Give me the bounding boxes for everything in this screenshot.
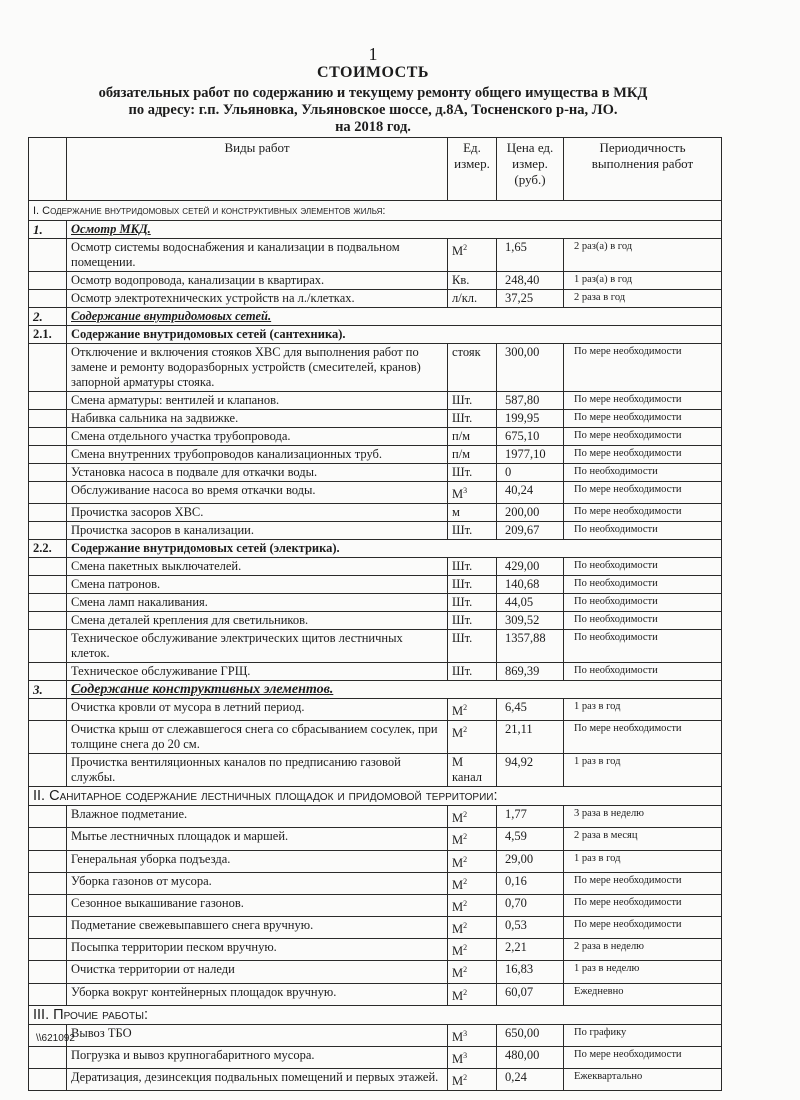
unit-label: Шт. [452, 577, 473, 592]
row-num-cell [29, 754, 67, 787]
unit-label: М [452, 1074, 464, 1089]
period-cell: По мере необходимости [564, 721, 722, 754]
unit-cell [448, 344, 497, 392]
unit-exponent: 2 [463, 876, 468, 886]
period-cell: 2 раз(а) в год [564, 239, 722, 272]
price-cell: 429,00 [497, 558, 564, 576]
work-description: Смена деталей крепления для светильников. [67, 612, 448, 630]
work-description: Техническое обслуживание электрических щитов лестничных клеток. [67, 630, 448, 663]
price-cell: 94,92 [497, 754, 564, 787]
unit-exponent: 2 [463, 243, 468, 252]
period-cell: По необходимости [564, 522, 722, 540]
period-cell: По мере необходимости [564, 410, 722, 428]
subsection-number: 3. [29, 681, 67, 699]
unit-label: М [452, 811, 464, 826]
unit-label: стояк [452, 345, 481, 359]
unit-label: п/м [452, 447, 471, 461]
period-cell: 1 раз в год [564, 754, 722, 787]
period-cell: 2 раза в месяц [564, 828, 722, 850]
work-description: Очистка крыш от слежавшегося снега со сбрасыванием сосулек, при толщине снега до 20 см. [67, 721, 448, 754]
row-num-cell [29, 806, 67, 828]
unit-label: Кв. [452, 273, 470, 287]
subsection-title: Содержание внутридомовых сетей (сантехника). [67, 326, 722, 344]
row-num-cell [29, 983, 67, 1005]
table-row [29, 850, 722, 872]
work-description: Отключение и включения стояков ХВС для выполнения работ по замене и ремонту водоразборных устройств (смесителей, кранов) запорной арматуры стояка. [67, 344, 448, 392]
table-row [29, 576, 722, 594]
work-description: Установка насоса в подвале для откачки воды. [67, 464, 448, 482]
table-row [29, 594, 722, 612]
unit-label: М [452, 900, 464, 915]
price-cell: 0,16 [497, 872, 564, 894]
row-num-cell [29, 699, 67, 721]
unit-label: М [452, 704, 464, 719]
table-row [29, 894, 722, 916]
unit-label: М [452, 833, 464, 848]
price-cell: 248,40 [497, 272, 564, 290]
unit-cell [448, 754, 497, 787]
row-num-cell [29, 446, 67, 464]
row-num-cell [29, 392, 67, 410]
row-num-cell [29, 894, 67, 916]
unit-cell [448, 482, 497, 504]
work-description: Уборка вокруг контейнерных площадок вручную. [67, 983, 448, 1005]
row-num-cell [29, 464, 67, 482]
period-cell: 2 раза в год [564, 290, 722, 308]
period-cell: По мере необходимости [564, 894, 722, 916]
unit-cell [448, 558, 497, 576]
table-row [29, 663, 722, 681]
work-description: Мытье лестничных площадок и маршей. [67, 828, 448, 850]
work-description: Осмотр водопровода, канализации в квартирах. [67, 272, 448, 290]
price-cell: 44,05 [497, 594, 564, 612]
unit-label: М [452, 966, 464, 981]
unit-label: Шт. [452, 595, 473, 610]
header-price: Цена ед. измер. (руб.) [497, 138, 564, 201]
price-cell: 1,77 [497, 806, 564, 828]
row-num-cell [29, 939, 67, 961]
table-row [29, 446, 722, 464]
price-cell: 300,00 [497, 344, 564, 392]
table-row [29, 983, 722, 1005]
unit-exponent: 2 [463, 703, 468, 713]
period-cell: По необходимости [564, 663, 722, 681]
subsection-title: Содержание внутридомовых сетей (электрика). [67, 540, 722, 558]
price-cell: 4,59 [497, 828, 564, 850]
table-row [29, 630, 722, 663]
period-cell: Ежеквартально [564, 1069, 722, 1091]
table-row [29, 699, 722, 721]
price-cell: 1,65 [497, 239, 564, 272]
unit-exponent: 2 [463, 921, 468, 931]
section-heading-row [29, 201, 722, 221]
document-subtitle-line-2: по адресу: г.п. Ульяновка, Ульяновское шоссе, д.8А, Тосненского р-на, ЛО. [128, 102, 618, 118]
work-description: Осмотр системы водоснабжения и канализации в подвальном помещении. [67, 239, 448, 272]
unit-cell [448, 1046, 497, 1068]
unit-label: Шт. [452, 664, 473, 679]
period-cell: По мере необходимости [564, 446, 722, 464]
unit-cell [448, 806, 497, 828]
work-description: Очистка кровли от мусора в летний период. [67, 699, 448, 721]
row-num-cell [29, 630, 67, 663]
cost-table [28, 137, 722, 1091]
subsection-row [29, 221, 722, 239]
price-cell: 60,07 [497, 983, 564, 1005]
table-row [29, 939, 722, 961]
period-cell: 2 раза в неделю [564, 939, 722, 961]
unit-exponent: 2 [463, 987, 468, 997]
table-row [29, 1069, 722, 1091]
unit-cell [448, 522, 497, 540]
table-row [29, 1046, 722, 1068]
work-description: Смена патронов. [67, 576, 448, 594]
period-cell: 1 раз в год [564, 850, 722, 872]
unit-label: М [452, 1029, 464, 1044]
period-cell: По необходимости [564, 464, 722, 482]
work-description: Подметание свежевыпавшего снега вручную. [67, 917, 448, 939]
subsection-row [29, 540, 722, 558]
table-row [29, 464, 722, 482]
subsection-number: 2. [29, 308, 67, 326]
period-cell: По необходимости [564, 612, 722, 630]
price-cell: 1357,88 [497, 630, 564, 663]
table-row [29, 872, 722, 894]
work-description: Смена ламп накаливания. [67, 594, 448, 612]
unit-label: Шт. [452, 631, 473, 646]
price-cell: 21,11 [497, 721, 564, 754]
table-row [29, 558, 722, 576]
unit-cell [448, 961, 497, 983]
price-cell: 16,83 [497, 961, 564, 983]
table-row [29, 482, 722, 504]
unit-cell [448, 983, 497, 1005]
period-cell: По мере необходимости [564, 482, 722, 504]
section-heading-row [29, 787, 722, 806]
price-cell: 29,00 [497, 850, 564, 872]
subsection-row [29, 308, 722, 326]
price-cell: 587,80 [497, 392, 564, 410]
table-row [29, 1024, 722, 1046]
table-body [29, 201, 722, 1091]
unit-cell [448, 699, 497, 721]
price-cell: 650,00 [497, 1024, 564, 1046]
price-cell: 309,52 [497, 612, 564, 630]
work-description: Смена отдельного участка трубопровода. [67, 428, 448, 446]
period-cell: По мере необходимости [564, 1046, 722, 1068]
unit-cell [448, 894, 497, 916]
unit-label: Шт. [452, 393, 473, 407]
price-cell: 6,45 [497, 699, 564, 721]
row-num-cell [29, 504, 67, 522]
row-num-cell [29, 961, 67, 983]
document-title: СТОИМОСТЬ [317, 64, 429, 81]
unit-cell [448, 1069, 497, 1091]
subsection-number: 2.1. [29, 326, 67, 344]
row-num-cell [29, 428, 67, 446]
work-description: Прочистка засоров ХВС. [67, 504, 448, 522]
row-num-cell [29, 482, 67, 504]
work-description: Сезонное выкашивание газонов. [67, 894, 448, 916]
price-cell: 140,68 [497, 576, 564, 594]
work-description: Вывоз ТБО [67, 1024, 448, 1046]
table-row [29, 344, 722, 392]
subsection-number: 2.2. [29, 540, 67, 558]
table-row [29, 272, 722, 290]
subsection-number: 1. [29, 221, 67, 239]
work-description: Прочистка засоров в канализации. [67, 522, 448, 540]
period-cell: По необходимости [564, 630, 722, 663]
price-cell: 1977,10 [497, 446, 564, 464]
section-heading: I. Содержание внутридомовых сетей и конструктивных элементов жилья: [29, 201, 722, 221]
row-num-cell [29, 410, 67, 428]
unit-label: М [452, 944, 464, 959]
price-cell: 0,24 [497, 1069, 564, 1091]
unit-cell [448, 428, 497, 446]
unit-cell [448, 272, 497, 290]
unit-cell [448, 504, 497, 522]
row-num-cell [29, 872, 67, 894]
price-cell: 480,00 [497, 1046, 564, 1068]
unit-label: Шт. [452, 613, 473, 628]
unit-exponent: 2 [463, 943, 468, 953]
price-cell: 200,00 [497, 504, 564, 522]
work-description: Генеральная уборка подъезда. [67, 850, 448, 872]
unit-cell [448, 464, 497, 482]
document-subtitle-line-1: обязательных работ по содержанию и текущему ремонту общего имущества в МКД [98, 85, 648, 101]
unit-cell [448, 446, 497, 464]
work-description: Влажное подметание. [67, 806, 448, 828]
period-cell: Ежедневно [564, 983, 722, 1005]
work-description: Смена арматуры: вентилей и клапанов. [67, 392, 448, 410]
unit-label: Шт. [452, 523, 473, 538]
price-cell: 675,10 [497, 428, 564, 446]
unit-cell [448, 612, 497, 630]
row-num-cell [29, 594, 67, 612]
unit-label: п/м [452, 429, 471, 443]
row-num-cell [29, 558, 67, 576]
unit-cell [448, 576, 497, 594]
section-heading: II. Санитарное содержание лестничных площадок и придомовой территории: [29, 787, 722, 806]
unit-exponent: 3 [463, 486, 468, 495]
unit-label: Шт. [452, 411, 473, 425]
work-description: Погрузка и вывоз крупногабаритного мусора. [67, 1046, 448, 1068]
unit-cell [448, 290, 497, 308]
unit-cell [448, 663, 497, 681]
price-cell: 199,95 [497, 410, 564, 428]
row-num-cell [29, 917, 67, 939]
table-row [29, 290, 722, 308]
unit-exponent: 3 [463, 1050, 468, 1060]
period-cell: По мере необходимости [564, 872, 722, 894]
unit-label: М [452, 487, 464, 502]
unit-label: М канал [452, 755, 483, 785]
table-header-row [29, 138, 722, 201]
unit-cell [448, 630, 497, 663]
section-heading-row [29, 1005, 722, 1024]
section-heading: III. Прочие работы: [29, 1005, 722, 1024]
unit-label: М [452, 855, 464, 870]
row-num-cell [29, 576, 67, 594]
unit-cell [448, 917, 497, 939]
period-cell: По мере необходимости [564, 428, 722, 446]
period-cell: По необходимости [564, 558, 722, 576]
period-cell: 1 раз(а) в год [564, 272, 722, 290]
subsection-title: Содержание внутридомовых сетей. [67, 308, 722, 326]
period-cell: По необходимости [564, 594, 722, 612]
table-row [29, 961, 722, 983]
row-num-cell [29, 1069, 67, 1091]
subsection-row [29, 681, 722, 699]
subsection-row [29, 326, 722, 344]
period-cell: По мере необходимости [564, 917, 722, 939]
unit-cell [448, 828, 497, 850]
unit-exponent: 2 [463, 854, 468, 864]
row-num-cell [29, 272, 67, 290]
unit-label: М [452, 244, 464, 259]
document-subtitle-line-3: на 2018 год. [335, 119, 411, 135]
table-row [29, 917, 722, 939]
unit-cell [448, 850, 497, 872]
work-description: Прочистка вентиляционных каналов по предписанию газовой службы. [67, 754, 448, 787]
table-row [29, 522, 722, 540]
period-cell: По мере необходимости [564, 344, 722, 392]
price-cell: 0 [497, 464, 564, 482]
period-cell: По необходимости [564, 576, 722, 594]
row-num-cell [29, 239, 67, 272]
header-unit: Ед. измер. [448, 138, 497, 201]
work-description: Уборка газонов от мусора. [67, 872, 448, 894]
period-cell: 3 раза в неделю [564, 806, 722, 828]
row-num-cell [29, 721, 67, 754]
unit-cell [448, 594, 497, 612]
unit-cell [448, 392, 497, 410]
unit-exponent: 3 [463, 1028, 468, 1038]
table-row [29, 721, 722, 754]
unit-exponent: 2 [463, 1073, 468, 1083]
work-description: Дератизация, дезинсекция подвальных помещений и первых этажей. [67, 1069, 448, 1091]
document-code: \\621092 [36, 1033, 75, 1044]
unit-exponent: 2 [463, 810, 468, 820]
row-num-cell [29, 344, 67, 392]
header-work: Виды работ [67, 138, 448, 201]
table-row [29, 504, 722, 522]
unit-label: л/кл. [452, 291, 478, 305]
unit-exponent: 2 [463, 832, 468, 842]
row-num-cell [29, 828, 67, 850]
price-cell: 209,67 [497, 522, 564, 540]
period-cell: По графику [564, 1024, 722, 1046]
row-num-cell [29, 290, 67, 308]
period-cell: 1 раз в год [564, 699, 722, 721]
work-description: Посыпка территории песком вручную. [67, 939, 448, 961]
table-row [29, 239, 722, 272]
table-row [29, 806, 722, 828]
work-description: Техническое обслуживание ГРЩ. [67, 663, 448, 681]
table-row [29, 754, 722, 787]
work-description: Набивка сальника на задвижке. [67, 410, 448, 428]
unit-label: М [452, 922, 464, 937]
table-row [29, 428, 722, 446]
price-cell: 0,53 [497, 917, 564, 939]
work-description: Смена внутренних трубопроводов канализационных труб. [67, 446, 448, 464]
row-num-cell [29, 1046, 67, 1068]
period-cell: 1 раз в неделю [564, 961, 722, 983]
price-cell: 2,21 [497, 939, 564, 961]
price-cell: 37,25 [497, 290, 564, 308]
unit-cell [448, 239, 497, 272]
work-description: Очистка территории от наледи [67, 961, 448, 983]
unit-cell [448, 1024, 497, 1046]
unit-exponent: 2 [463, 725, 468, 735]
unit-label: М [452, 1052, 464, 1067]
unit-cell [448, 721, 497, 754]
price-cell: 40,24 [497, 482, 564, 504]
table-row [29, 392, 722, 410]
header-num-cell [29, 138, 67, 201]
unit-label: М [452, 726, 464, 741]
unit-cell [448, 939, 497, 961]
row-num-cell [29, 663, 67, 681]
unit-exponent: 2 [463, 898, 468, 908]
table-row [29, 410, 722, 428]
unit-label: Шт. [452, 559, 473, 574]
unit-label: Шт. [452, 465, 473, 479]
table-row [29, 828, 722, 850]
work-description: Обслуживание насоса во время откачки воды. [67, 482, 448, 504]
unit-label: М [452, 877, 464, 892]
price-cell: 0,70 [497, 894, 564, 916]
subsection-title: Осмотр МКД. [67, 221, 722, 239]
unit-exponent: 2 [463, 965, 468, 975]
unit-cell [448, 410, 497, 428]
period-cell: По мере необходимости [564, 504, 722, 522]
unit-label: м [452, 505, 460, 520]
row-num-cell [29, 522, 67, 540]
unit-cell [448, 872, 497, 894]
period-cell: По мере необходимости [564, 392, 722, 410]
work-description: Смена пакетных выключателей. [67, 558, 448, 576]
row-num-cell [29, 612, 67, 630]
header-period: Периодичность выполнения работ [564, 138, 722, 201]
unit-label: М [452, 988, 464, 1003]
page-number: 1 [368, 44, 378, 64]
table-row [29, 612, 722, 630]
row-num-cell [29, 850, 67, 872]
price-cell: 869,39 [497, 663, 564, 681]
work-description: Осмотр электротехнических устройств на л./клетках. [67, 290, 448, 308]
subsection-title: Содержание конструктивных элементов. [67, 681, 722, 699]
